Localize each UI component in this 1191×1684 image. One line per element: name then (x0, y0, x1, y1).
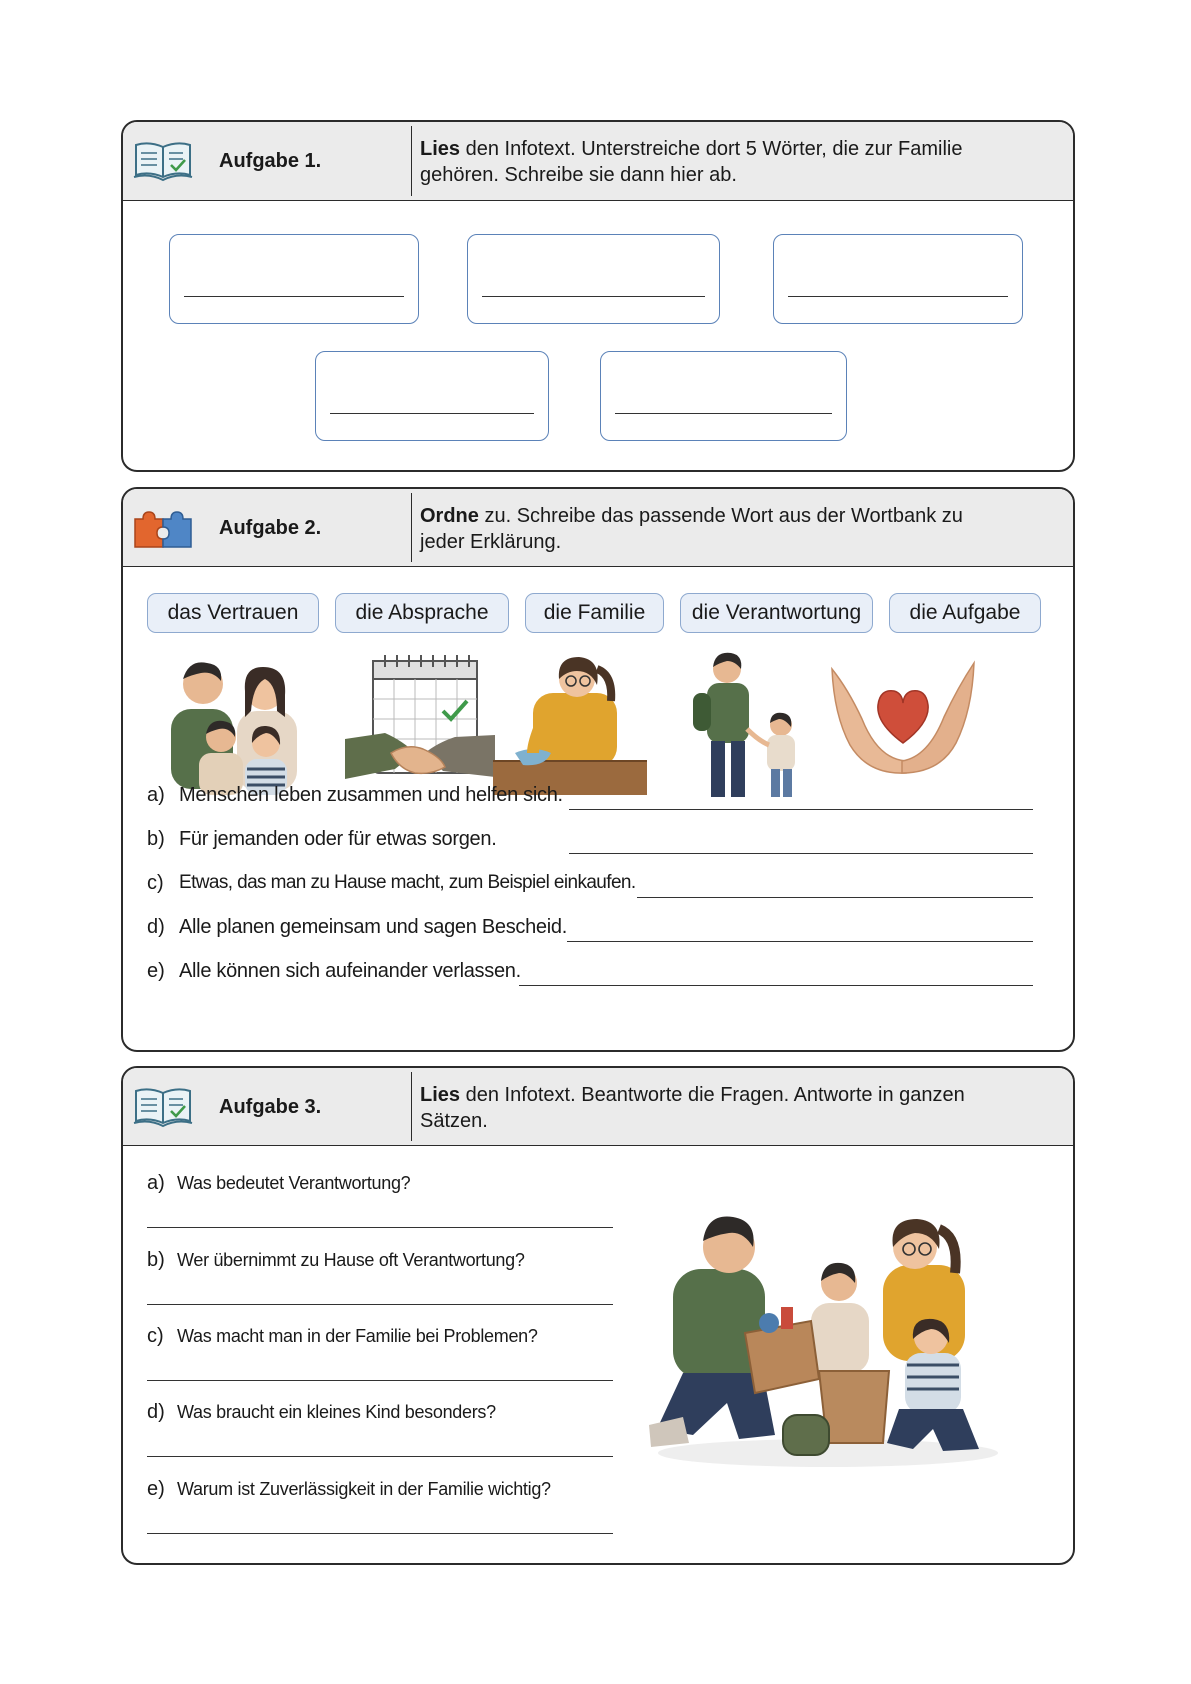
instruction-verb: Lies (420, 138, 461, 160)
question-letter: a) (147, 1172, 165, 1194)
question-row-e (147, 1478, 613, 1538)
question-letter: c) (147, 1325, 164, 1347)
header-divider (411, 493, 412, 562)
instruction-text: zu. Schreibe das passende Wort aus der Wortbank zu jeder Erklärung. (420, 505, 963, 553)
definition-row-a (147, 784, 1033, 814)
task-2-instruction (420, 503, 983, 555)
task-3-title: Aufgabe 3. (219, 1096, 322, 1118)
word-answer-box-4[interactable] (315, 351, 549, 441)
answer-line[interactable] (147, 1456, 613, 1457)
word-answer-box-2[interactable] (467, 234, 720, 324)
open-book-icon (133, 139, 193, 188)
open-book-icon (133, 1085, 193, 1134)
hands-heart-illustration (828, 649, 978, 784)
instruction-text: den Infotext. Unterstreiche dort 5 Wörter, die zur Familie gehören. Schreibe sie dann hier ab. (420, 138, 963, 186)
answer-line[interactable] (482, 296, 705, 297)
definition-row-e (147, 960, 1033, 990)
calendar-handshake-illustration (345, 649, 495, 804)
definition-row-d (147, 916, 1033, 946)
question-letter: e) (147, 1478, 165, 1500)
task-1-title: Aufgabe 1. (219, 150, 322, 172)
question-row-d (147, 1401, 613, 1461)
wordbank-chip[interactable]: die Aufgabe (889, 593, 1041, 633)
answer-line[interactable] (637, 897, 1033, 898)
answer-line[interactable] (569, 853, 1033, 854)
task-1-header (123, 122, 1073, 201)
header-divider (411, 126, 412, 196)
word-answer-box-1[interactable] (169, 234, 419, 324)
question-text: Was bedeutet Verantwortung? (177, 1173, 411, 1193)
wordbank-chip[interactable]: die Familie (525, 593, 664, 633)
definition-letter: b) (147, 828, 165, 850)
definition-text: Für jemanden oder für etwas sorgen. (179, 828, 497, 850)
cleaning-table-illustration (493, 649, 647, 804)
answer-line[interactable] (147, 1304, 613, 1305)
question-row-c (147, 1325, 613, 1385)
puzzle-icon (133, 507, 193, 554)
answer-line[interactable] (147, 1533, 613, 1534)
family-illustration (159, 649, 309, 804)
task-2-header (123, 489, 1073, 567)
question-row-b (147, 1249, 613, 1309)
answer-line[interactable] (147, 1380, 613, 1381)
wordbank-chip[interactable]: das Vertrauen (147, 593, 319, 633)
task-1-panel (121, 120, 1075, 472)
answer-line[interactable] (330, 413, 534, 414)
word-answer-box-3[interactable] (773, 234, 1023, 324)
task-3-header (123, 1068, 1073, 1146)
definition-letter: a) (147, 784, 165, 806)
definition-letter: d) (147, 916, 165, 938)
task-1-instruction (420, 136, 983, 188)
definition-row-c (147, 872, 1033, 902)
answer-line[interactable] (184, 296, 404, 297)
answer-line[interactable] (788, 296, 1008, 297)
word-answer-box-5[interactable] (600, 351, 847, 441)
definition-letter: e) (147, 960, 165, 982)
wordbank-chip[interactable]: die Absprache (335, 593, 509, 633)
question-text: Warum ist Zuverlässigkeit in der Familie wichtig? (177, 1479, 551, 1499)
definition-text: Alle planen gemeinsam und sagen Bescheid. (179, 916, 567, 938)
family-packing-illustration (643, 1203, 1013, 1478)
definition-text: Alle können sich aufeinander verlassen. (179, 960, 521, 982)
instruction-text: den Infotext. Beantworte die Fragen. Antworte in ganzen Sätzen. (420, 1084, 965, 1132)
definition-text: Etwas, das man zu Hause macht, zum Beispiel einkaufen. (179, 872, 636, 893)
question-text: Wer übernimmt zu Hause oft Verantwortung? (177, 1250, 525, 1270)
question-letter: d) (147, 1401, 165, 1423)
answer-line[interactable] (615, 413, 832, 414)
instruction-verb: Lies (420, 1084, 461, 1106)
answer-line[interactable] (569, 809, 1033, 810)
question-text: Was macht man in der Familie bei Problemen? (177, 1326, 538, 1346)
question-text: Was braucht ein kleines Kind besonders? (177, 1402, 496, 1422)
definition-text: Menschen leben zusammen und helfen sich. (179, 784, 563, 806)
father-child-walking-illustration (681, 649, 811, 804)
definition-row-b (147, 828, 1033, 858)
task-2-title: Aufgabe 2. (219, 517, 322, 539)
definition-letter: c) (147, 872, 164, 894)
answer-line[interactable] (567, 941, 1033, 942)
instruction-verb: Ordne (420, 505, 479, 527)
header-divider (411, 1072, 412, 1141)
answer-line[interactable] (519, 985, 1033, 986)
task-2-panel (121, 487, 1075, 1052)
answer-line[interactable] (147, 1227, 613, 1228)
task-3-panel (121, 1066, 1075, 1565)
question-letter: b) (147, 1249, 165, 1271)
task-3-instruction (420, 1082, 983, 1134)
wordbank-chip[interactable]: die Verantwortung (680, 593, 873, 633)
question-row-a (147, 1172, 613, 1232)
